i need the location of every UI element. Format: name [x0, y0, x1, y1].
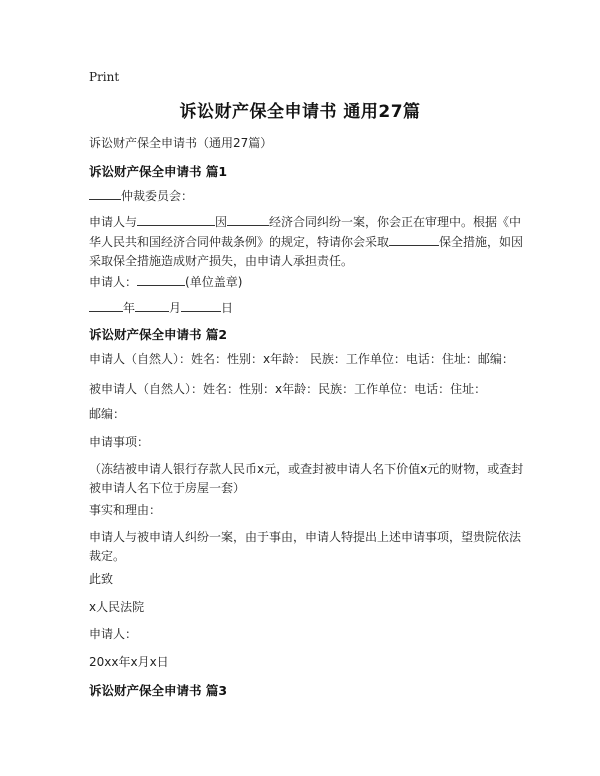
para-text: 经济合同纠纷一案，你会正在审理中。根据《中华人民共和国经济合同仲裁条例》的规定，特请你会采取 [89, 215, 522, 249]
sign-date-line: 20xx年x月x日 [89, 655, 169, 669]
print-link[interactable]: Print [89, 70, 120, 84]
blank-field [227, 212, 269, 226]
para-text: 因 [215, 215, 228, 229]
para-text: 保全措施，如因采取保全措施造成财产损失，由申请人承担责任。 [89, 235, 524, 268]
blank-field [89, 186, 121, 200]
blank-field [137, 212, 215, 226]
blank-field [89, 298, 123, 312]
section-heading-3: 诉讼财产保全申请书 篇3 [89, 683, 228, 698]
applicant-info-line: 申请人（自然人）：姓名：性别：x年龄： 民族：工作单位：电话：住址：邮编： [89, 352, 514, 366]
document-title: 诉讼财产保全申请书 通用27篇 [179, 102, 421, 122]
applicant-label: 申请人： [89, 275, 138, 289]
request-items-text: （冻结被申请人银行存款人民币x元，或查封被申请人名下价值x元的财物，或查封被申请人名下位于房屋一套） [89, 462, 524, 495]
para-text: 申请人与 [89, 215, 138, 229]
blank-field [389, 232, 439, 246]
date-month: 月 [169, 301, 182, 315]
date-line [89, 298, 529, 318]
respondent-info-line: 被申请人（自然人）：姓名：性别：x年龄：民族：工作单位：电话：住址： [89, 382, 487, 396]
blank-field [135, 298, 169, 312]
blank-field [181, 298, 221, 312]
request-items-label: 申请事项： [89, 435, 150, 449]
facts-reasons-text: 申请人与被申请人纠纷一案，由于事由，申请人特提出上述申请事项，望贵院依法裁定。 [89, 530, 522, 563]
facts-reasons-label: 事实和理由： [89, 503, 162, 517]
date-year: 年 [123, 301, 136, 315]
blank-field [137, 272, 185, 286]
postcode-line: 邮编： [89, 407, 126, 421]
request-paragraph [89, 212, 529, 271]
applicant-suffix: (单位盖章) [185, 275, 243, 289]
court-name-line: x人民法院 [89, 600, 145, 614]
section-heading-1: 诉讼财产保全申请书 篇1 [89, 164, 228, 179]
applicant-line [89, 272, 529, 292]
section-heading-2: 诉讼财产保全申请书 篇2 [89, 327, 228, 342]
applicant-sign-line: 申请人： [89, 627, 138, 641]
addressee-line [89, 186, 529, 206]
document-subtitle: 诉讼财产保全申请书（通用27篇） [89, 136, 273, 150]
salutation-line: 此致 [89, 572, 114, 586]
addressee-text: 仲裁委员会： [121, 189, 194, 203]
date-day: 日 [221, 301, 234, 315]
